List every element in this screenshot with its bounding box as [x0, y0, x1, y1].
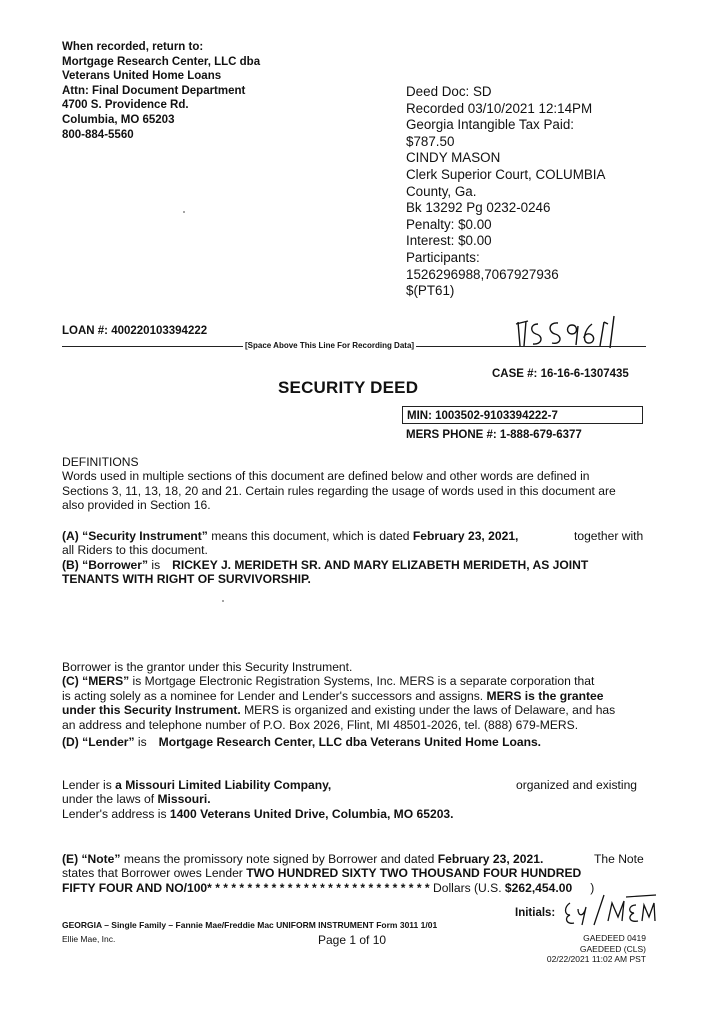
stamp-line: Georgia Intangible Tax Paid:: [406, 117, 574, 133]
stamp-line: Clerk Superior Court, COLUMBIA: [406, 166, 606, 182]
vendor-name: Ellie Mae, Inc.: [62, 934, 116, 944]
note-date: February 23, 2021.: [437, 852, 544, 866]
definitions-intro-line: also provided in Section 16.: [62, 498, 211, 513]
section-b-label: (B) “Borrower”: [62, 558, 149, 572]
section-c-text: under this Security Instrument.: [62, 703, 241, 718]
section-d: [62, 735, 648, 749]
definitions-section: [62, 455, 648, 513]
definitions-intro-line: Words used in multiple sections of this document are defined below and other words are defined in: [62, 469, 590, 484]
form-codes: [520, 933, 646, 965]
lender-address: 1400 Veterans United Drive, Columbia, MO 65203.: [169, 806, 454, 821]
stamp-line: Deed Doc: SD: [406, 84, 492, 99]
form-code: GAEDEED (CLS): [579, 943, 646, 954]
section-c-text: is acting solely as a nominee for Lender and Lender's successors and assigns.: [62, 688, 487, 703]
handwritten-initials: [560, 893, 660, 927]
initials-label: Initials:: [515, 907, 556, 919]
return-address-block: [62, 40, 260, 142]
stamp-line: Interest: $0.00: [406, 233, 492, 249]
stamp-line: County, Ga.: [406, 183, 477, 199]
section-e-text: states that Borrower owes Lender: [62, 866, 247, 881]
section-e-text: means the promissory note signed by Borrower and dated: [120, 852, 438, 866]
min-box: MIN: 1003502-9103394222-7: [402, 406, 643, 424]
stamp-line: Bk 13292 Pg 0232-0246: [406, 200, 551, 216]
lender-state: Missouri.: [157, 792, 211, 807]
section-c-text: an address and telephone number of P.O. Box 2026, Flint, MI 48501-2026, tel. (888) 679-MERS.: [62, 717, 579, 732]
form-timestamp: 02/22/2021 11:02 AM PST: [546, 954, 646, 965]
borrower-name: TENANTS WITH RIGHT OF SURVIVORSHIP.: [62, 572, 311, 587]
note-amount: $262,454.00: [504, 880, 573, 895]
lender-name: Mortgage Research Center, LLC dba Veterans United Home Loans.: [158, 735, 542, 749]
page-number: Page 1 of 10: [318, 933, 387, 947]
section-a-text: all Riders to this document.: [62, 543, 208, 558]
document-title: SECURITY DEED: [278, 378, 419, 397]
mers-phone: MERS PHONE #: 1-888-679-6377: [406, 429, 582, 441]
stamp-line: Penalty: $0.00: [406, 216, 492, 232]
stamp-line: Participants:: [406, 249, 480, 265]
section-e-label: (E) “Note”: [62, 852, 121, 866]
section-c-text: MERS is organized and existing under the laws of Delaware, and has: [240, 703, 616, 718]
section-c-text: MERS is the grantee: [486, 688, 604, 703]
space-above-label: [Space Above This Line For Recording Data]: [245, 341, 415, 350]
section-e-text: ): [590, 880, 595, 895]
section-b-text: is: [148, 558, 161, 572]
lender-info-text: Lender's address is: [62, 806, 170, 821]
stamp-line: 1526296988,7067927936: [406, 266, 559, 282]
section-a-text: together with: [574, 529, 644, 543]
lender-info-text: organized and existing: [516, 778, 638, 792]
definitions-intro-line: Sections 3, 11, 13, 18, 20 and 21. Certain rules regarding the usage of words used in this document are: [62, 483, 616, 498]
section-a-label: (A) “Security Instrument”: [62, 529, 208, 543]
section-e: [62, 852, 648, 895]
return-line: Mortgage Research Center, LLC dba: [62, 55, 261, 68]
section-c-text: is Mortgage Electronic Registration Systems, Inc. MERS is a separate corporation that: [129, 674, 595, 689]
return-line: 4700 S. Providence Rd.: [62, 99, 189, 112]
return-line: Columbia, MO 65203: [62, 113, 175, 126]
section-e-text: Dollars (U.S.: [429, 880, 505, 895]
section-d-label: (D) “Lender”: [62, 735, 135, 749]
lender-info: [62, 778, 648, 821]
recording-stamp: [406, 84, 605, 300]
form-identifier: GEORGIA – Single Family – Fannie Mae/Freddie Mac UNIFORM INSTRUMENT Form 3011 1/01: [62, 920, 438, 930]
stray-mark: [183, 211, 185, 213]
section-b: [62, 558, 648, 587]
note-amount-words: TWO HUNDRED SIXTY TWO THOUSAND FOUR HUNDRED: [246, 866, 582, 881]
return-line: Attn: Final Document Department: [62, 84, 246, 97]
section-c-pre: Borrower is the grantor under this Security Instrument.: [62, 660, 353, 674]
section-c-label: (C) “MERS”: [62, 674, 130, 689]
stamp-line: Recorded 03/10/2021 12:14PM: [406, 100, 593, 116]
security-instrument-date: February 23, 2021,: [412, 529, 519, 543]
section-a-text: means this document, which is dated: [207, 529, 413, 543]
case-number: CASE #: 16-16-6-1307435: [492, 368, 629, 380]
return-line: Veterans United Home Loans: [62, 70, 222, 83]
stamp-line: $787.50: [406, 133, 455, 149]
lender-info-text: under the laws of: [62, 792, 158, 807]
stamp-line: CINDY MASON: [406, 150, 501, 166]
section-c: [62, 660, 648, 732]
borrower-name: RICKEY J. MERIDETH SR. AND MARY ELIZABETH MERIDETH, AS JOINT: [172, 558, 589, 572]
stamp-line: $(PT61): [406, 283, 455, 299]
note-amount-words: FIFTY FOUR AND NO/100* * * * * * * * * * * * * * * * * * * * * * * * * * * *: [62, 880, 430, 895]
section-e-text: The Note: [594, 852, 644, 866]
section-a: [62, 529, 648, 558]
form-code: GAEDEED 0419: [583, 933, 646, 943]
loan-number: LOAN #: 400220103394222: [62, 325, 208, 337]
definitions-heading: DEFINITIONS: [62, 455, 139, 469]
section-d-text: is: [134, 735, 147, 749]
return-line: 800-884-5560: [62, 128, 134, 141]
return-line: When recorded, return to:: [62, 41, 204, 53]
handwritten-recording-number: [514, 312, 626, 350]
lender-type: a Missouri Limited Liability Company,: [115, 778, 332, 792]
lender-info-text: Lender is: [62, 778, 116, 792]
stray-mark: [222, 600, 224, 602]
